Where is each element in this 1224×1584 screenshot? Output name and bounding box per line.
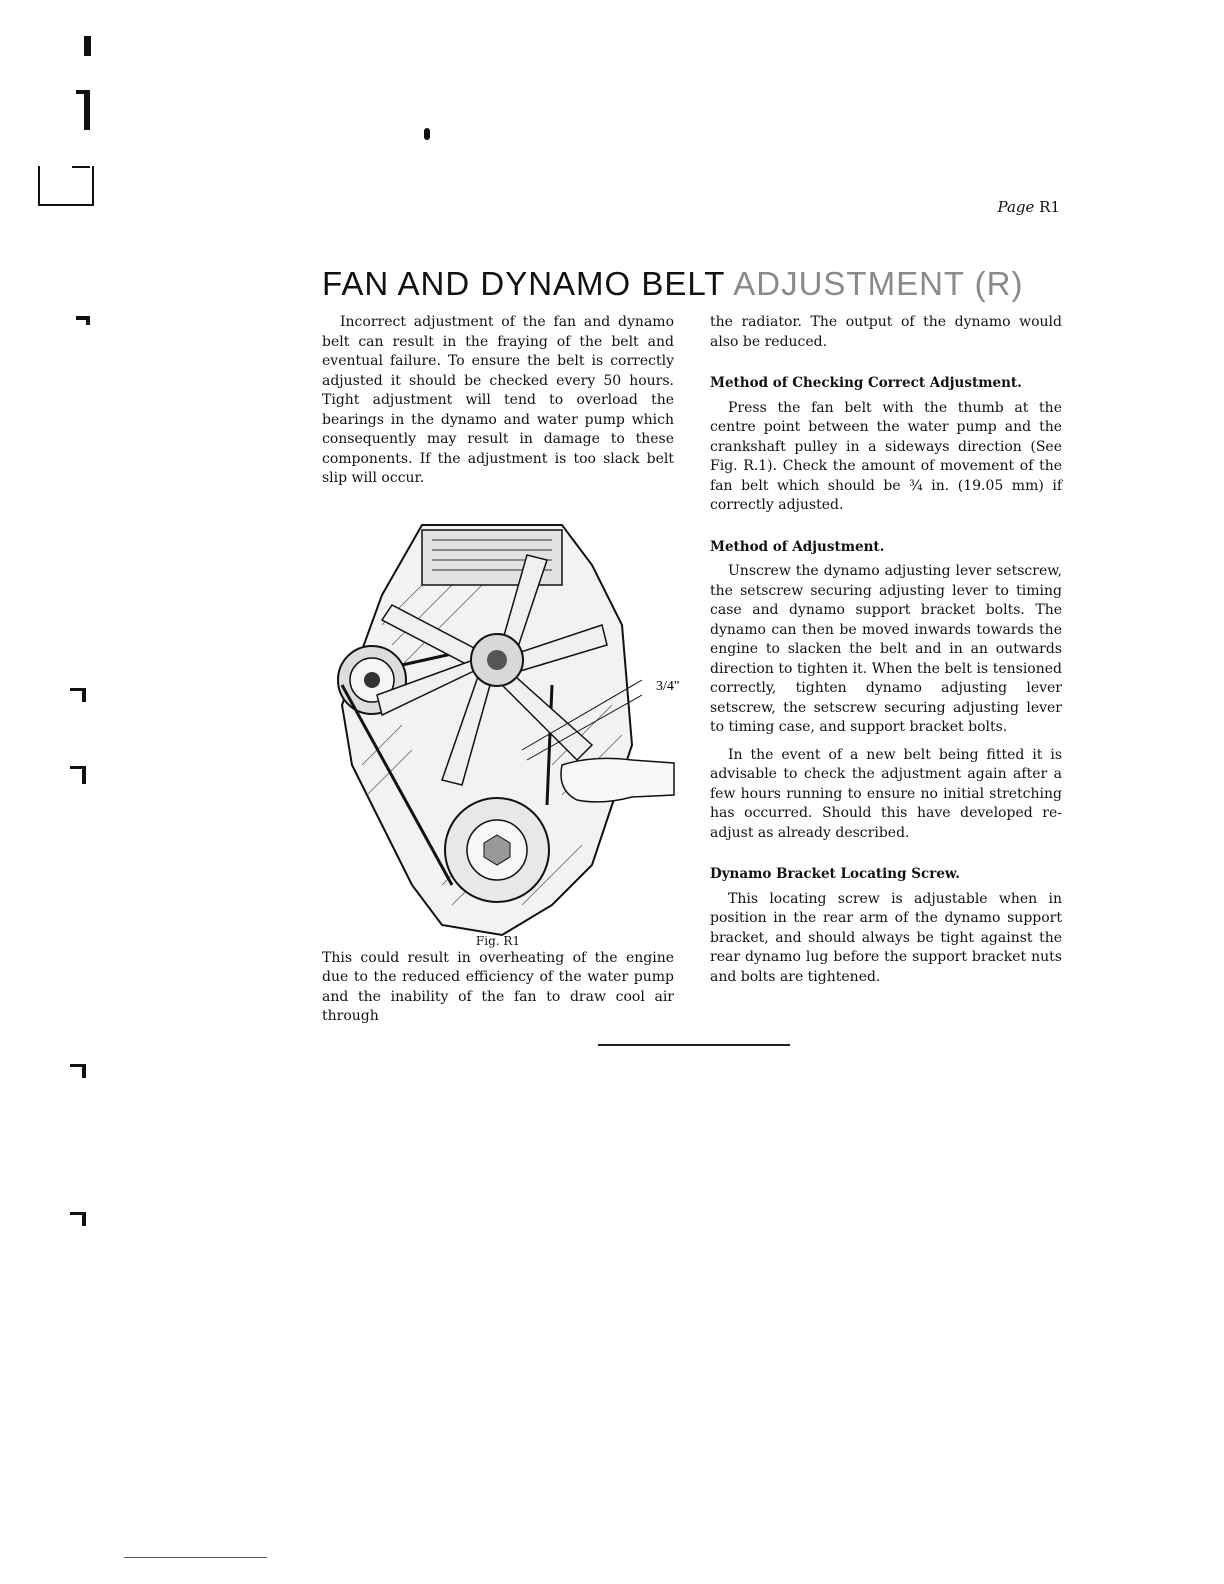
intro-paragraph: Incorrect adjustment of the fan and dynamo belt can result in the fraying of the belt and eventual failure. To ensure the belt is correctly adjusted it should be checked every 50 hours. Tight adjustment will tend to overload the bearings in the dynamo and water pump which consequently may result in damage to these components. If the adjustment is too slack belt slip will occur. bbox=[322, 314, 674, 486]
binder-mark bbox=[82, 1064, 86, 1078]
section-checking bbox=[710, 374, 1062, 516]
engine-illustration bbox=[322, 505, 680, 930]
section-paragraph: In the event of a new belt being fitted it is advisable to check the adjustment again after a few hours running to ensure no initial stretching has occurred. Should this have developed re-adjust as already described. bbox=[710, 746, 1062, 841]
footer-line bbox=[124, 1557, 267, 1558]
measure-label: 3/4" bbox=[656, 678, 680, 694]
hand bbox=[561, 758, 674, 802]
page-label: Page bbox=[997, 198, 1035, 216]
figure-caption: Fig. R1 bbox=[475, 933, 521, 948]
section-locating-screw bbox=[710, 865, 1062, 987]
section-adjustment bbox=[710, 538, 1062, 844]
page-number-value: R1 bbox=[1039, 198, 1060, 216]
section-heading: Dynamo Bracket Locating Screw. bbox=[710, 866, 960, 882]
binder-mark bbox=[82, 766, 86, 784]
right-continuation-paragraph: the radiator. The output of the dynamo would also be reduced. bbox=[710, 314, 1062, 350]
binder-mark bbox=[84, 90, 90, 130]
left-continuation-paragraph: This could result in overheating of the engine due to the reduced efficiency of the water pump and the inability of the fan to draw cool air through bbox=[322, 949, 674, 1024]
binder-mark bbox=[424, 128, 430, 140]
page-number bbox=[998, 198, 1060, 216]
binder-mark bbox=[82, 688, 86, 702]
section-paragraph: Unscrew the dynamo adjusting lever setscrew, the setscrew securing adjusting lever to timing case and dynamo support bracket bolts. The dynamo can then be moved inwards towards the engine to slacken the belt and in an outwards direction to tighten it. When the belt is tensioned correctly, tighten dynamo adjusting lever setscrew, the setscrew securing adjusting lever to timing case, and support bracket bolts. bbox=[710, 563, 1062, 735]
section-paragraph: This locating screw is adjustable when in position in the rear arm of the dynamo support bracket, and should always be tight against the rear dynamo lug before the support bracket nuts and bolts are tightened. bbox=[710, 890, 1062, 985]
title-faded: ADJUSTMENT (R) bbox=[733, 265, 1024, 303]
engine-figure bbox=[322, 505, 680, 948]
binder-mark bbox=[86, 316, 90, 325]
left-column bbox=[322, 313, 680, 1027]
section-heading: Method of Adjustment. bbox=[710, 538, 885, 555]
binder-bracket bbox=[38, 166, 94, 206]
right-column bbox=[710, 313, 1062, 987]
page-title bbox=[322, 265, 1064, 303]
section-paragraph: Press the fan belt with the thumb at the centre point between the water pump and the crankshaft pulley in a sideways direction (See Fig. R.1). Check the amount of movement of the fan belt which should be ¾ in. (19.05 mm) if correctly adjusted. bbox=[710, 399, 1062, 513]
binder-mark bbox=[84, 36, 91, 56]
section-heading: Method of Checking Correct Adjustment. bbox=[710, 375, 1022, 391]
binder-mark bbox=[82, 1212, 86, 1226]
section-divider bbox=[598, 1044, 790, 1046]
title-main: FAN AND DYNAMO BELT bbox=[322, 265, 725, 303]
binder-mark bbox=[72, 166, 90, 168]
binder-mark bbox=[76, 90, 86, 94]
